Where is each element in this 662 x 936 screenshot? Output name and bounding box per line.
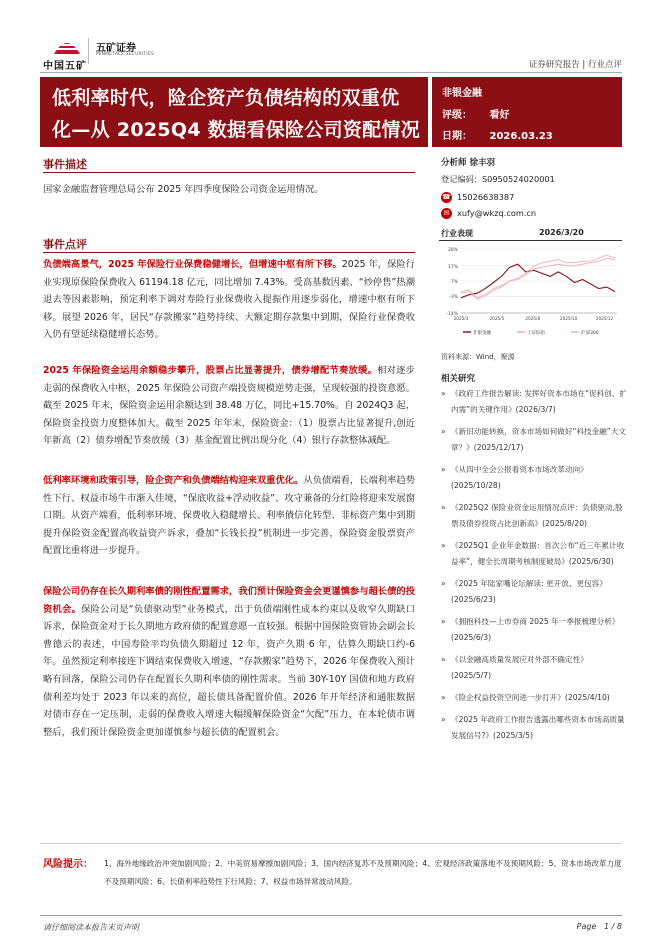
related-research-item[interactable]: » 《政府工作报告解读: 发挥好资本市场在“促科创、扩内需”的关键作用》(2026/3/7): [441, 386, 627, 418]
x-tick-label: 2025/12: [595, 316, 614, 321]
date-value: 2026.03.23: [489, 131, 553, 142]
paragraph-1-body: 2025 年，保险行业实现原保险保费收入 61194.18 亿元，同比增加 7.43%。受高基数因素、“炒停售”热潮退去等因素影响，预定利率下调对寿险行业保费收入提振作用逐步弱化，增速中枢有所下移。展望 2026 年，居民“存款搬家”趋势持续、大额定期存款集中到期，保险行业保费收入仍有望延续稳健增长态势。: [43, 259, 415, 341]
y-tick-label: 17%: [447, 264, 458, 270]
date-label: 日期：: [442, 131, 472, 142]
company-logo-emblem: [52, 36, 82, 56]
x-tick-label: 2025/5: [489, 316, 505, 321]
report-type: 证券研究报告 | 行业点评: [528, 60, 622, 70]
comment-heading: 事件点评: [43, 238, 87, 251]
report-title-line1: 低利率时代，险企资产负债结构的双重优: [52, 87, 400, 109]
report-title-line2: 化—从 2025Q4 数据看保险公司资配情况: [52, 119, 421, 141]
event-heading: 事件描述: [43, 158, 87, 171]
comment-paragraph-4: [43, 583, 415, 741]
rating-row: [442, 106, 509, 121]
paragraph-4-lead: 保险公司仍存在长久期利率债的刚性配置需求，我们预计保险资金会更谨慎参与超长债的投资机会。: [43, 586, 415, 615]
series-line: [461, 255, 615, 299]
analyst-email[interactable]: xufy@wkzq.com.cn: [457, 208, 537, 218]
analyst-registration: 登记编码：S0950524020001: [441, 174, 555, 184]
related-research-item[interactable]: » 《从四中全会公报看资本市场改革动向》(2025/10/28): [441, 462, 627, 494]
analyst-name: 分析师 徐丰羽: [441, 158, 495, 168]
analyst-phone-row: [441, 190, 514, 204]
y-tick-label: -3%: [449, 295, 458, 301]
comment-paragraph-2: [43, 362, 415, 450]
event-heading-rule: [43, 172, 415, 173]
rating-value: 看好: [489, 110, 510, 121]
sector-name: 非银金融: [442, 88, 482, 99]
related-research-list: [441, 386, 627, 750]
rating-label: 评级：: [442, 110, 472, 121]
risk-divider: [40, 843, 622, 844]
related-research-item[interactable]: » 《拥抱科技—上市券商 2025 年一季报梳理分析》(2025/6/3): [441, 614, 627, 646]
x-tick-label: 2025/10: [559, 316, 578, 321]
paragraph-3-body: 从负债端看，长端利率趋势性下行、权益市场牛市渐入佳境，“保底收益+浮动收益”、攻守兼备的分红险将迎来发展窗口期。从资产端看，低利率环境、保费收入稳健增长、利率債信化转型、非标资产集中到期提升保险资金配置高收益资产诉求，叠加“长钱长投”机制进一步完善，保险资金股票资产配置比重将进一步提升。: [43, 475, 415, 557]
x-tick-label: 2025/3: [453, 316, 469, 321]
email-icon: ✉: [441, 208, 452, 219]
legend-label: 上证综指: [527, 331, 545, 336]
y-tick-label: -14%: [446, 312, 458, 317]
comment-paragraph-1: [43, 256, 415, 344]
date-row: [442, 127, 553, 142]
industry-performance-chart: [439, 243, 622, 343]
related-research-item[interactable]: » 《2025 年政府工作报告透露出哪些资本市场高质量发展信号?》(2025/3/5): [441, 712, 627, 744]
header-divider: [40, 72, 622, 73]
related-research-item[interactable]: » 《险企权益投资空间进一步打开》(2025/4/10): [441, 690, 627, 706]
paragraph-4-body: 保险公司是“负债驱动型”业务模式，出于负债端刚性成本约束以及收窄久期缺口诉求，保险资金对于长久期地方政府债的配置意愿一直较强。根据中国保险资管协会副会长曹德云的表述，中国寿险平均负债久期超过 12 年，资产久期 6 年，估算久期缺口约-6 年。虽然预定利率接连下调结束保费收入增速，“存款搬家”趋势下，2026 年保费收入预计略有回落，保险公司仍存在配置长久期利率债的刚性需求。当前 30Y-10Y 国债和地方政府债利差均处于 2023 年以来的高位，超长债具备配置价值。2026 年开年经济和通胀数据对债市存在一定压制，走弱的保费收入增速大幅缓解保险资金“欠配”压力，在本轮债市调整后，我们预计保险资金更加谨慎参与超长债的配置机会。: [43, 603, 415, 738]
risk-text: 1、海外地缘政治冲突加剧风险；2、中美贸易摩擦加剧风险；3、国内经济复苏不及预期风险；4、宏观经济政策落地不及预期风险；5、资本市场改革力度不及预期风险；6、长债利率趋势性下行风险；7、权益市场异常波动风险。: [104, 859, 622, 886]
brand-name-en: MINMETALS SECURITIES: [96, 52, 154, 57]
paragraph-2-lead: 2025 年保险资金运用余额稳步攀升，股票占比显著提升，债券增配节奏放缓。: [43, 365, 378, 376]
related-research-item[interactable]: » 《2025Q1 企业年金数据：首次公布“近三年累计收益率”，健全长周期考核制度破局》(2025/6/30): [441, 538, 627, 570]
page-count: 1 / 8: [604, 922, 622, 931]
related-research-item[interactable]: » 《以金融高质量发展应对外部不确定性》(2025/5/7): [441, 652, 627, 684]
related-research-item[interactable]: » 《2025Q2 保险业资金运用情况点评：负债驱动,股票及债券投资占比创新高》(2025/8/20): [441, 500, 627, 532]
footer-disclaimer: 请仔细阅读本报告末页声明: [43, 923, 139, 932]
y-tick-label: 7%: [450, 280, 458, 285]
risk-label: 风险提示：: [43, 859, 93, 870]
company-name-cn: 中国五矿: [43, 61, 87, 72]
x-tick-label: 2025/8: [525, 316, 541, 321]
paragraph-1-lead: 负债端高景气，2025 年保险行业保费稳健增长，但增速中枢有所下移。: [43, 259, 342, 270]
paragraph-2-body: 相对逐步走弱的保费收入中枢，2025 年保险公司资产端投资规模逆势走强，呈现较强的投资意愿。截至 2025 年末，保险资金运用余额达到 38.48 万亿，同比+15.70%。自 2024Q3 起，保险资金投资力度整体加大。截至 2025 年年末，保险资金：（1）股票占比显著提升,创近年新高（2）债券增配节奏放缓（3）基金配置比例出现分化（4）银行存款整体减配。: [43, 365, 415, 447]
chart-date: 2026/3/20: [539, 228, 584, 237]
brand-name: 五矿证券: [96, 43, 136, 54]
footer-divider: [40, 915, 622, 916]
analyst-phone: 15026638387: [457, 192, 515, 202]
event-text: 国家金融监督管理总局公布 2025 年四季度保险公司资金运用情况。: [43, 184, 324, 195]
related-research-item[interactable]: » 《新旧动能转换，资本市场如何做好“科技金融”大文章？》(2025/12/17): [441, 424, 627, 456]
y-tick-label: 28%: [447, 248, 458, 253]
related-research-title: 相关研究: [441, 374, 476, 384]
page-label: Page: [576, 922, 597, 931]
related-research-item[interactable]: » 《2025 年陆家嘴论坛解读: 更开放、更包容》(2025/6/23): [441, 576, 627, 608]
chart-source: 资料来源：Wind，聚源: [441, 353, 515, 361]
phone-icon: ☎: [442, 193, 451, 201]
legend-label: 沪深300: [581, 331, 599, 336]
chart-top-rule: [439, 240, 622, 241]
chart-title: 行业表现: [441, 229, 473, 238]
comment-paragraph-3: [43, 472, 415, 560]
analyst-email-row: [441, 206, 536, 220]
comment-heading-rule: [43, 252, 415, 253]
logo-divider: [88, 38, 89, 64]
page-number: [577, 922, 622, 931]
paragraph-3-lead: 低利率环境和政策引导，险企资产和负债端结构迎来双重优化。: [43, 475, 304, 486]
legend-label: 非银金融: [473, 331, 491, 336]
